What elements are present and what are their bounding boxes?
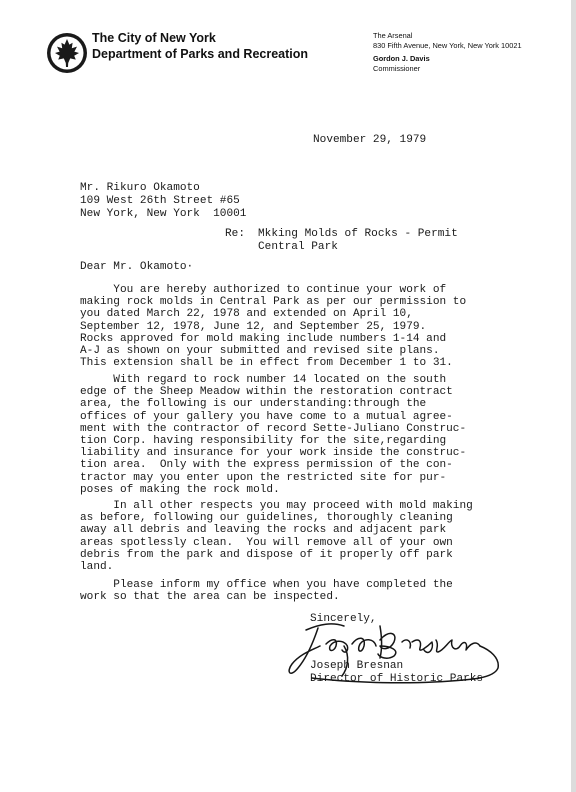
paragraph-line: You are hereby authorized to continue your work of bbox=[80, 284, 447, 296]
salutation: Dear Mr. Okamoto· bbox=[80, 261, 194, 273]
commissioner-name: Gordon J. Davis bbox=[373, 54, 430, 63]
street-address: 830 Fifth Avenue, New York, New York 10021 bbox=[373, 41, 522, 50]
paragraph-line: tion Corp. having responsibility for the site,regarding bbox=[80, 434, 447, 447]
paragraph-line: In all other respects you may proceed with mold making bbox=[80, 500, 473, 512]
signer-name: Joseph Bresnan bbox=[310, 660, 404, 672]
letterhead-address bbox=[373, 31, 522, 74]
handwritten-signature bbox=[284, 616, 520, 686]
paragraph-line: land. bbox=[80, 560, 114, 573]
re-subject: Mkking Molds of Rocks - Permit bbox=[258, 228, 458, 240]
paragraph-line: away all debris and leaving the rocks and adjacent park bbox=[80, 524, 447, 537]
paragraph-line: edge of the Sheep Meadow within the restoration contract bbox=[80, 386, 453, 399]
re-label: Re: bbox=[225, 228, 245, 240]
paragraph-line: Rocks approved for mold making include numbers 1-14 and bbox=[80, 332, 447, 345]
paragraph-line: With regard to rock number 14 located on the south bbox=[80, 374, 447, 386]
recipient-street: 109 West 26th Street #65 bbox=[80, 195, 240, 207]
organization-name bbox=[92, 31, 308, 61]
paragraph-line: offices of your gallery you have come to a mutual agree- bbox=[80, 410, 453, 423]
org-line-1: The City of New York bbox=[92, 31, 216, 45]
commissioner-title: Commissioner bbox=[373, 64, 421, 73]
paragraph-line: ment with the contractor of record Sette-Juliano Construc- bbox=[80, 422, 467, 435]
paragraph-line: September 12, 1978, June 12, and September 25, 1979. bbox=[80, 320, 427, 333]
paragraph-line: Please inform my office when you have completed the bbox=[80, 579, 453, 591]
paragraph-line: This extension shall be in effect from December 1 to 31. bbox=[80, 357, 453, 370]
paragraph-line: as before, following our guidelines, thoroughly cleaning bbox=[80, 512, 453, 525]
recipient-name: Mr. Rikuro Okamoto bbox=[80, 182, 200, 194]
org-line-2: Department of Parks and Recreation bbox=[92, 47, 309, 61]
paragraph-line: debris from the park and dispose of it properly off park bbox=[80, 548, 453, 561]
maple-leaf-seal-icon bbox=[46, 32, 88, 74]
paragraph-1 bbox=[80, 284, 480, 369]
letter-date: November 29, 1979 bbox=[313, 134, 427, 146]
paragraph-line: tractor may you enter upon the restricted site for pur- bbox=[80, 471, 447, 484]
paragraph-4 bbox=[80, 579, 480, 603]
paragraph-line: you dated March 22, 1978 and extended on April 10, bbox=[80, 308, 413, 321]
paragraph-line: tion area. Only with the express permission of the con- bbox=[80, 459, 453, 472]
paragraph-3 bbox=[80, 500, 480, 573]
paragraph-line: making rock molds in Central Park as per our permission to bbox=[80, 296, 467, 309]
paragraph-2 bbox=[80, 374, 480, 496]
paragraph-line: A-J as shown on your submitted and revised site plans. bbox=[80, 344, 440, 357]
paragraph-line: work so that the area can be inspected. bbox=[80, 591, 340, 604]
recipient-city: New York, New York 10001 bbox=[80, 208, 247, 220]
paragraph-line: areas spotlessly clean. You will remove all of your own bbox=[80, 536, 453, 549]
signer-title: Director of Historic Parks bbox=[310, 673, 484, 685]
closing: Sincerely, bbox=[310, 613, 377, 625]
paragraph-line: liability and insurance for your work inside the construc- bbox=[80, 447, 467, 460]
re-location: Central Park bbox=[258, 241, 338, 253]
page-edge-shadow bbox=[571, 0, 576, 792]
paragraph-line: area, the following is our understanding:through the bbox=[80, 398, 427, 411]
building-name: The Arsenal bbox=[373, 31, 413, 40]
paragraph-line: poses of making the rock mold. bbox=[80, 483, 280, 496]
